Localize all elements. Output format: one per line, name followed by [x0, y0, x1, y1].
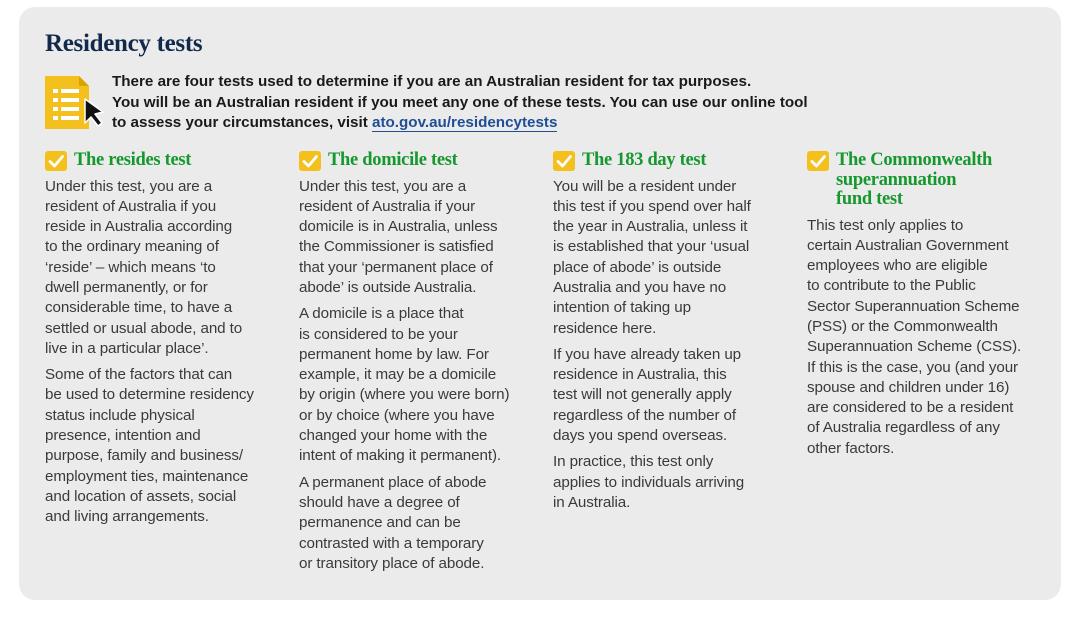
column-paragraph: [45, 177, 279, 360]
paragraph-line: Under this test, you are a: [45, 177, 213, 195]
paragraph-line: are considered to be a resident: [807, 399, 1014, 417]
intro-line: You will be an Australian resident if you meet any one of these tests. You can use our online tool: [112, 93, 808, 111]
paragraph-line: of Australia regardless of any: [807, 419, 1000, 437]
page-title: Residency tests: [45, 30, 203, 57]
commonwealth-super-test-column: [807, 151, 1041, 465]
paragraph-line: Sector Superannuation Scheme: [807, 297, 1020, 315]
column-title: [582, 151, 787, 171]
paragraph-line: residence in Australia, this: [553, 366, 727, 384]
column-paragraph: [299, 177, 533, 299]
residency-tests-link[interactable]: ato.gov.au/residencytests: [372, 114, 558, 131]
intro-line-text: to assess your circumstances, visit: [112, 114, 373, 131]
column-paragraph: [553, 452, 787, 513]
paragraph-line: Under this test, you are a: [299, 177, 467, 195]
paragraph-line: Some of the factors that can: [45, 366, 233, 384]
paragraph-line: by origin (where you were born): [299, 386, 510, 404]
column-paragraph: [299, 304, 533, 466]
domicile-test-heading: [299, 151, 533, 171]
checkbox-checked-icon: [299, 151, 321, 171]
paragraph-line: and location of assets, social: [45, 487, 237, 505]
paragraph-line: to contribute to the Public: [807, 277, 976, 295]
paragraph-line: contrasted with a temporary: [299, 534, 484, 552]
paragraph-line: ‘reside’ – which means ‘to: [45, 258, 216, 276]
paragraph-line: A permanent place of abode: [299, 473, 487, 491]
intro-text: [112, 72, 902, 134]
domicile-test-column: [299, 151, 533, 580]
commonwealth-super-test-heading: [807, 151, 1041, 210]
paragraph-line: settled or usual abode, and to: [45, 319, 243, 337]
paragraph-line: the year in Australia, unless it: [553, 218, 748, 236]
paragraph-line: spouse and children under 16): [807, 378, 1010, 396]
column-title: [836, 151, 1041, 210]
paragraph-line: applies to individuals arriving: [553, 473, 745, 491]
paragraph-line: considerable time, to have a: [45, 299, 233, 317]
paragraph-line: be used to determine residency: [45, 386, 254, 404]
paragraph-line: A domicile is a place that: [299, 305, 464, 323]
paragraph-line: is considered to be your: [299, 325, 458, 343]
column-body: [45, 177, 279, 528]
paragraph-line: regardless of the number of: [553, 406, 737, 424]
paragraph-line: resident of Australia if you: [45, 197, 217, 215]
checkbox-checked-icon: [553, 151, 575, 171]
column-title-line: The domicile test: [328, 150, 458, 170]
paragraph-line: in Australia.: [553, 493, 631, 511]
paragraph-line: Superannuation Scheme (CSS).: [807, 338, 1022, 356]
column-title: [74, 151, 279, 171]
paragraph-line: If this is the case, you (and your: [807, 358, 1019, 376]
paragraph-line: residence here.: [553, 319, 657, 337]
paragraph-line: test will not generally apply: [553, 386, 732, 404]
column-title-line: superannuation: [836, 169, 957, 190]
paragraph-line: dwell permanently, or for: [45, 278, 208, 296]
resides-test-heading: [45, 151, 279, 171]
183-day-test-column: [553, 151, 787, 519]
column-paragraph: [553, 177, 787, 339]
paragraph-line: live in a particular place’.: [45, 339, 209, 357]
paragraph-line: this test if you spend over half: [553, 197, 751, 215]
paragraph-line: abode’ is outside Australia.: [299, 278, 477, 296]
paragraph-line: intent of making it permanent).: [299, 447, 502, 465]
paragraph-line: other factors.: [807, 439, 895, 457]
paragraph-line: Australia and you have no: [553, 278, 727, 296]
column-paragraph: [45, 365, 279, 527]
183-day-test-heading: [553, 151, 787, 171]
checkbox-checked-icon: [807, 151, 829, 171]
column-body: [807, 216, 1041, 460]
paragraph-line: or by choice (where you have: [299, 406, 495, 424]
paragraph-line: This test only applies to: [807, 216, 964, 234]
paragraph-line: presence, intention and: [45, 427, 201, 445]
column-paragraph: [299, 473, 533, 574]
paragraph-line: days you spend overseas.: [553, 427, 728, 445]
document-list-icon: [43, 74, 107, 132]
paragraph-line: the Commissioner is satisfied: [299, 238, 494, 256]
paragraph-line: employment ties, maintenance: [45, 467, 249, 485]
paragraph-line: is established that your ‘usual: [553, 238, 750, 256]
paragraph-line: You will be a resident under: [553, 177, 737, 195]
intro-line: [112, 113, 902, 134]
column-title-line: fund test: [836, 189, 903, 209]
paragraph-line: or transitory place of abode.: [299, 554, 485, 572]
paragraph-line: status include physical: [45, 406, 195, 424]
paragraph-line: resident of Australia if your: [299, 197, 476, 215]
column-paragraph: [807, 216, 1041, 460]
paragraph-line: reside in Australia according: [45, 218, 233, 236]
column-body: [553, 177, 787, 514]
paragraph-line: example, it may be a domicile: [299, 366, 497, 384]
paragraph-line: domicile is in Australia, unless: [299, 218, 498, 236]
paragraph-line: that your ‘permanent place of: [299, 258, 493, 276]
paragraph-line: and living arrangements.: [45, 508, 209, 526]
paragraph-line: changed your home with the: [299, 427, 488, 445]
paragraph-line: should have a degree of: [299, 493, 460, 511]
paragraph-line: place of abode’ is outside: [553, 258, 722, 276]
checkbox-checked-icon: [45, 151, 67, 171]
resides-test-column: [45, 151, 279, 534]
paragraph-line: permanent home by law. For: [299, 345, 489, 363]
paragraph-line: (PSS) or the Commonwealth: [807, 317, 998, 335]
paragraph-line: In practice, this test only: [553, 453, 714, 471]
column-title-line: The resides test: [74, 150, 192, 170]
paragraph-line: If you have already taken up: [553, 345, 742, 363]
column-body: [299, 177, 533, 575]
column-title-line: The 183 day test: [582, 150, 707, 170]
column-title: [328, 151, 533, 171]
column-title-line: The Commonwealth: [836, 150, 993, 170]
paragraph-line: to the ordinary meaning of: [45, 238, 219, 256]
paragraph-line: intention of taking up: [553, 299, 691, 317]
paragraph-line: permanence and can be: [299, 514, 461, 532]
paragraph-line: certain Australian Government: [807, 236, 1009, 254]
paragraph-line: employees who are eligible: [807, 257, 988, 275]
column-paragraph: [553, 345, 787, 446]
intro-line: There are four tests used to determine if you are an Australian resident for tax purposes.: [112, 73, 752, 90]
paragraph-line: purpose, family and business/: [45, 447, 244, 465]
